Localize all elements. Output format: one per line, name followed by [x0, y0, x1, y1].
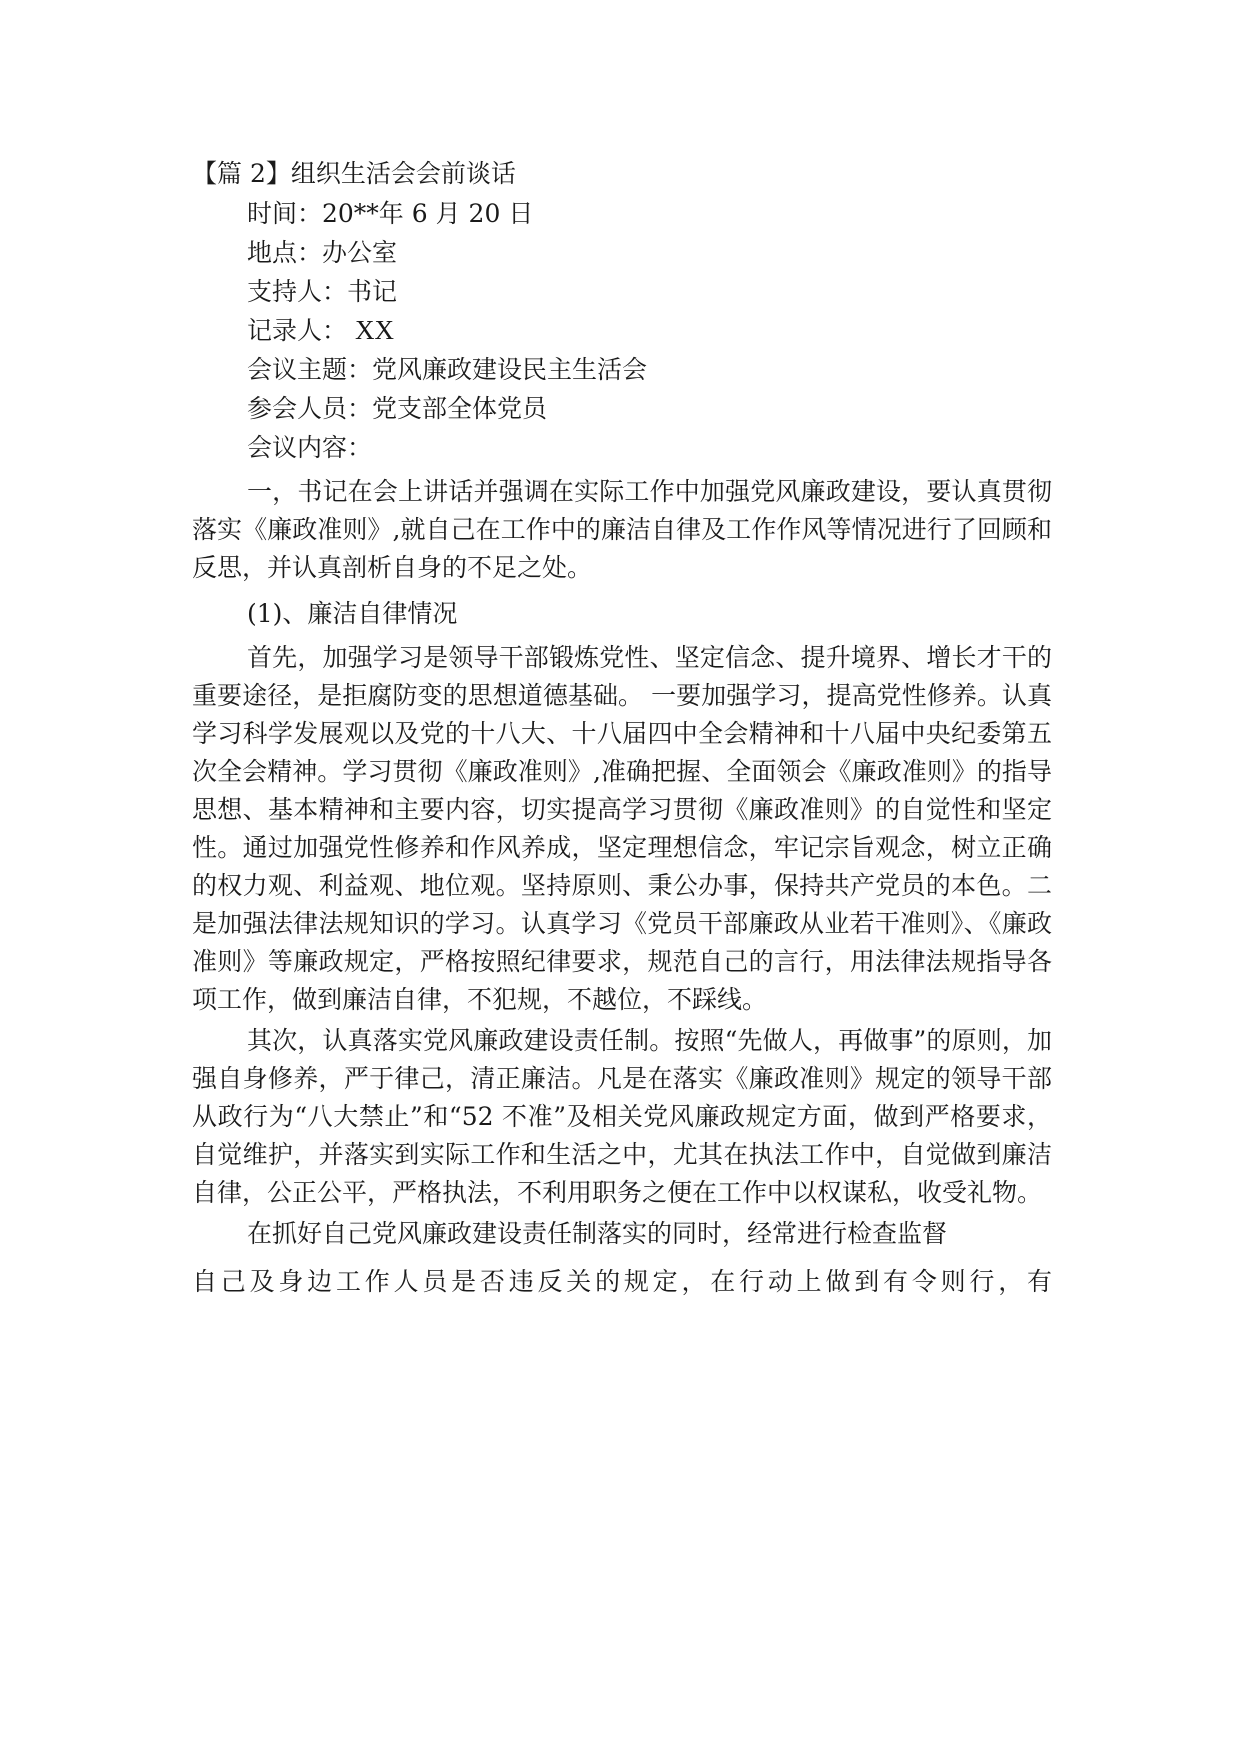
meeting-recorder	[192, 311, 1052, 350]
paragraph-4: 在抓好自己党风廉政建设责任制落实的同时，经常进行检查监督	[247, 1219, 948, 1248]
meeting-topic: 会议主题：党风廉政建设民主生活会	[247, 355, 648, 384]
paragraph-3: 其次，认真落实党风廉政建设责任制。按照“先做人，再做事”的原则，加强自身修养，严于律己，清正廉洁。凡是在落实《廉政准则》规定的领导干部从政行为“八大禁止”和“52 不准”及相关党风廉政规定方面，做到严格要求，自觉维护，并落实到实际工作和生活之中，尤其在执法工作中，自觉做到廉洁自律，公正公平，严格执法，不利用职务之便在工作中以权谋私，收受礼物。	[192, 1026, 1052, 1207]
meeting-attendees: 参会人员：党支部全体党员	[247, 394, 548, 423]
document-title: 【篇 2】组织生活会会前谈话	[192, 159, 516, 188]
meeting-content-label: 会议内容：	[247, 433, 373, 462]
paragraph-1: 一，书记在会上讲话并强调在实际工作中加强党风廉政建设，要认真贯彻落实《廉政准则》,就自己在工作中的廉洁自律及工作作风等情况进行了回顾和反思，并认真剖析自身的不足之处。	[192, 477, 1052, 582]
paragraph-4-continued: 自己及身边工作人员是否违反关的规定，在行动上做到有令则行，有	[192, 1267, 1052, 1296]
paragraph-2: 首先，加强学习是领导干部锻炼党性、坚定信念、提升境界、增长才干的重要途径，是拒腐防变的思想道德基础。 一要加强学习，提高党性修养。认真学习科学发展观以及党的十八大、十八届四中全会精神和十八届中央纪委第五次全会精神。学习贯彻《廉政准则》,准确把握、全面领会《廉政准则》的指导思想、基本精神和主要内容，切实提高学习贯彻《廉政准则》的自觉性和坚定性。通过加强党性修养和作风养成，坚定理想信念，牢记宗旨观念，树立正确的权力观、利益观、地位观。坚持原则、秉公办事，保持共产党员的本色。二是加强法律法规知识的学习。认真学习《党员干部廉政从业若干准则》、《廉政准则》等廉政规定，严格按照纪律要求，规范自己的言行，用法律法规指导各项工作，做到廉洁自律，不犯规，不越位，不踩线。	[192, 643, 1052, 1014]
section-heading-integrity: (1)、廉洁自律情况	[247, 599, 458, 628]
recorder-value: XX	[355, 315, 395, 345]
meeting-time: 时间：20**年 6 月 20 日	[247, 199, 534, 228]
document-page	[192, 154, 1052, 1326]
meeting-location: 地点：办公室	[247, 238, 398, 267]
meeting-host: 支持人：书记	[247, 277, 398, 306]
recorder-label: 记录人：	[247, 316, 348, 345]
